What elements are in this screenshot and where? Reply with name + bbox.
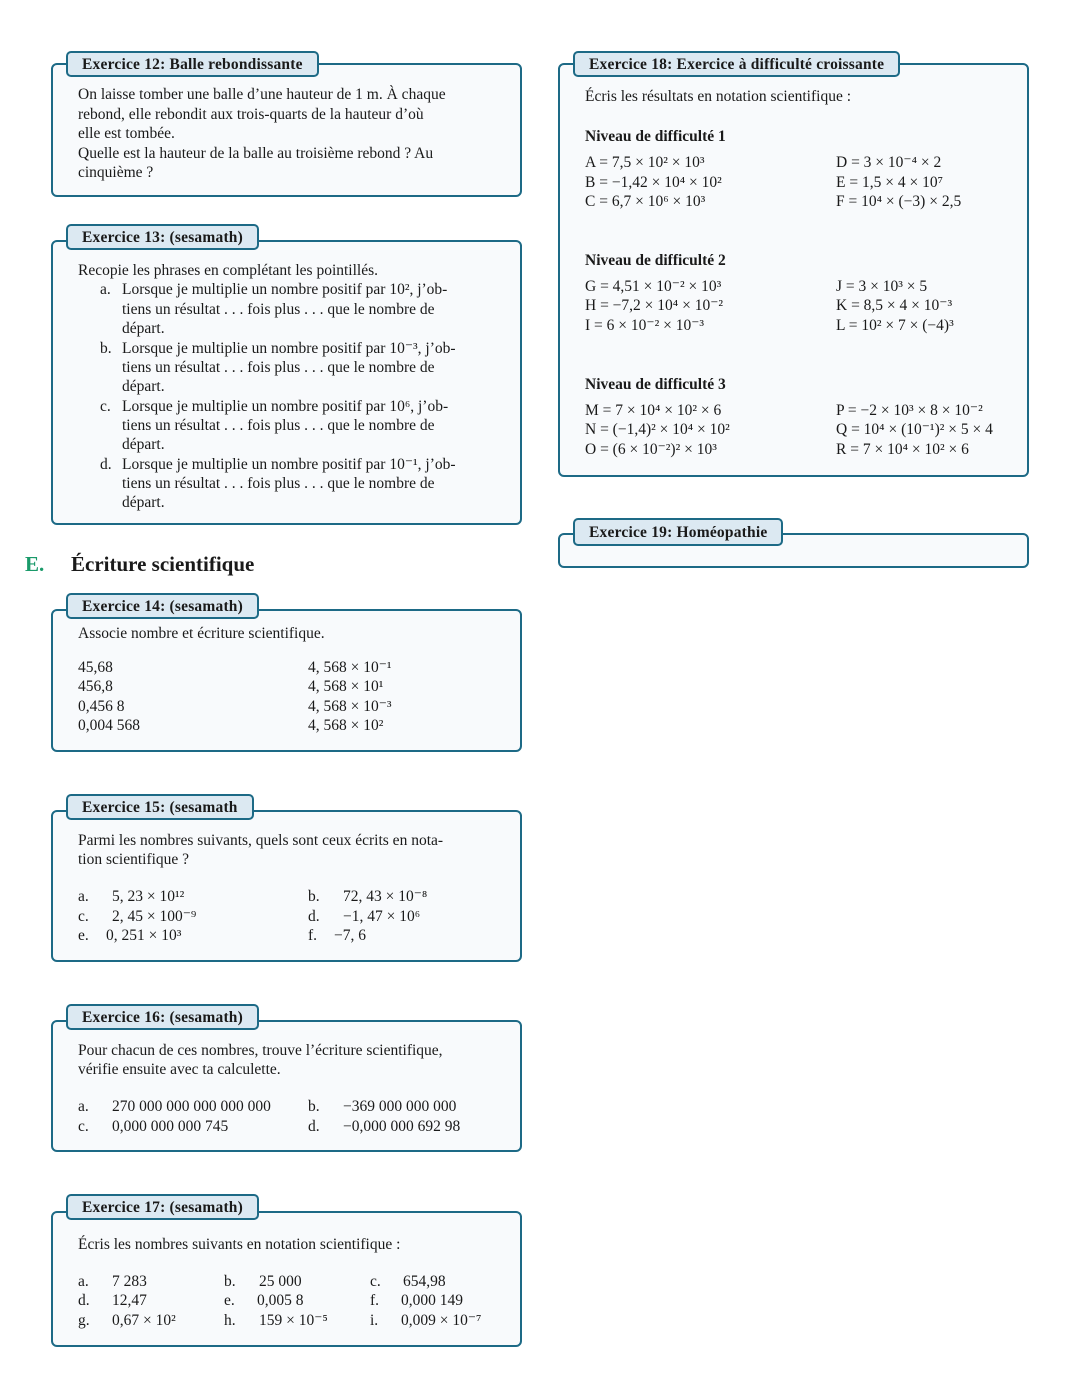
- item-value: 0,000 149: [401, 1292, 463, 1309]
- item-label: b.: [224, 1273, 236, 1290]
- item-label: e.: [78, 927, 89, 944]
- exercise-19-title: Exercice 19: Homéopathie: [573, 518, 783, 546]
- expression: Q = 10⁴ × (10⁻¹)² × 5 × 4: [836, 421, 993, 438]
- section-title: Écriture scientifique: [71, 552, 255, 576]
- item-line: tiens un résultat . . . fois plus . . . que le nombre de: [122, 417, 435, 434]
- ex13-intro: Recopie les phrases en complétant les pointillés.: [78, 262, 379, 279]
- item-label: i.: [370, 1312, 379, 1329]
- item-line: Lorsque je multiplie un nombre positif par 10⁶, j’ob-: [122, 398, 449, 415]
- exercise-12-title: Exercice 12: Balle rebondissante: [66, 51, 319, 77]
- item-label: h.: [224, 1312, 236, 1329]
- expression: F = 10⁴ × (−3) × 2,5: [836, 193, 962, 210]
- number: 0,456 8: [78, 698, 125, 715]
- exercise-14-title: Exercice 14: (sesamath): [66, 593, 259, 619]
- item-label: a.: [78, 1098, 89, 1115]
- item-value: 7 283: [112, 1273, 147, 1290]
- sci-notation: 4, 568 × 10⁻³: [308, 698, 392, 715]
- item-label: a.: [100, 281, 111, 298]
- item-label: d.: [78, 1292, 90, 1309]
- ex16-line: vérifie ensuite avec ta calculette.: [78, 1061, 281, 1078]
- level-title: Niveau de difficulté 2: [585, 252, 726, 269]
- item-line: tiens un résultat . . . fois plus . . . que le nombre de: [122, 475, 435, 492]
- item-value: 25 000: [259, 1273, 302, 1290]
- expression: J = 3 × 10³ × 5: [836, 278, 928, 295]
- expression: A = 7,5 × 10² × 10³: [585, 154, 705, 171]
- expression: C = 6,7 × 10⁶ × 10³: [585, 193, 706, 210]
- item-label: d.: [308, 1118, 320, 1135]
- item-value: −1, 47 × 10⁶: [343, 908, 421, 925]
- exercise-17-title: Exercice 17: (sesamath): [66, 1194, 259, 1220]
- expression: B = −1,42 × 10⁴ × 10²: [585, 174, 722, 191]
- item-label: c.: [370, 1273, 381, 1290]
- item-label: c.: [78, 908, 89, 925]
- item-label: a.: [78, 888, 89, 905]
- expression: M = 7 × 10⁴ × 10² × 6: [585, 402, 722, 419]
- ex15-line: tion scientifique ?: [78, 851, 190, 868]
- item-value: 0,009 × 10⁻⁷: [401, 1312, 482, 1329]
- ex12-line: Quelle est la hauteur de la balle au troisième rebond ? Au: [78, 145, 434, 162]
- item-value: 270 000 000 000 000 000: [112, 1098, 271, 1115]
- expression: E = 1,5 × 4 × 10⁷: [836, 174, 943, 191]
- item-label: a.: [78, 1273, 89, 1290]
- item-line: départ.: [122, 378, 165, 395]
- ex17-intro: Écris les nombres suivants en notation scientifique :: [78, 1236, 401, 1253]
- item-label: b.: [308, 888, 320, 905]
- expression: H = −7,2 × 10⁴ × 10⁻²: [585, 297, 724, 314]
- item-label: f.: [308, 927, 318, 944]
- section-letter: E.: [25, 552, 45, 576]
- item-value: 2, 45 × 100⁻⁹: [112, 908, 197, 925]
- expression: L = 10² × 7 × (−4)³: [836, 317, 954, 334]
- sci-notation: 4, 568 × 10²: [308, 717, 384, 734]
- item-value: 654,98: [403, 1273, 446, 1290]
- item-value: 0,000 000 000 745: [112, 1118, 229, 1135]
- expression: P = −2 × 10³ × 8 × 10⁻²: [836, 402, 983, 419]
- item-value: 0, 251 × 10³: [106, 927, 182, 944]
- exercise-13-box: [51, 240, 522, 525]
- ex12-line: rebond, elle rebondit aux trois-quarts de la hauteur d’où: [78, 106, 424, 123]
- number: 0,004 568: [78, 717, 140, 734]
- item-label: d.: [100, 456, 112, 473]
- item-label: c.: [100, 398, 111, 415]
- item-value: 72, 43 × 10⁻⁸: [343, 888, 428, 905]
- item-value: 5, 23 × 10¹²: [112, 888, 185, 905]
- item-line: tiens un résultat . . . fois plus . . . que le nombre de: [122, 359, 435, 376]
- item-line: départ.: [122, 320, 165, 337]
- item-label: b.: [100, 340, 112, 357]
- ex18-intro: Écris les résultats en notation scientifique :: [585, 88, 852, 105]
- item-label: g.: [78, 1312, 90, 1329]
- item-value: 0,67 × 10²: [112, 1312, 176, 1329]
- sci-notation: 4, 568 × 10¹: [308, 678, 384, 695]
- expression: R = 7 × 10⁴ × 10² × 6: [836, 441, 969, 458]
- exercise-14-box: [51, 609, 522, 752]
- item-label: d.: [308, 908, 320, 925]
- number: 456,8: [78, 678, 113, 695]
- item-label: c.: [78, 1118, 89, 1135]
- ex14-intro: Associe nombre et écriture scientifique.: [78, 625, 325, 642]
- exercise-18-box: [558, 63, 1029, 477]
- item-value: 12,47: [112, 1292, 147, 1309]
- sci-notation: 4, 568 × 10⁻¹: [308, 659, 392, 676]
- ex12-line: On laisse tomber une balle d’une hauteur de 1 m. À chaque: [78, 86, 446, 103]
- item-value: −7, 6: [334, 927, 366, 944]
- item-label: e.: [224, 1292, 235, 1309]
- expression: N = (−1,4)² × 10⁴ × 10²: [585, 421, 730, 438]
- number: 45,68: [78, 659, 113, 676]
- ex12-line: cinquième ?: [78, 164, 154, 181]
- item-value: 0,005 8: [257, 1292, 304, 1309]
- item-line: Lorsque je multiplie un nombre positif par 10², j’ob-: [122, 281, 448, 298]
- item-line: départ.: [122, 494, 165, 511]
- expression: G = 4,51 × 10⁻² × 10³: [585, 278, 722, 295]
- ex15-line: Parmi les nombres suivants, quels sont ceux écrits en nota-: [78, 832, 444, 849]
- expression: D = 3 × 10⁻⁴ × 2: [836, 154, 942, 171]
- item-label: b.: [308, 1098, 320, 1115]
- item-line: Lorsque je multiplie un nombre positif par 10⁻³, j’ob-: [122, 340, 456, 357]
- exercise-15-title: Exercice 15: (sesamath: [66, 794, 254, 820]
- exercise-17-box: [51, 1211, 522, 1347]
- ex16-line: Pour chacun de ces nombres, trouve l’écriture scientifique,: [78, 1042, 443, 1059]
- item-value: 159 × 10⁻⁵: [259, 1312, 328, 1329]
- expression: O = (6 × 10⁻²)² × 10³: [585, 441, 717, 458]
- item-line: Lorsque je multiplie un nombre positif par 10⁻¹, j’ob-: [122, 456, 456, 473]
- exercise-15-box: [51, 810, 522, 962]
- expression: K = 8,5 × 4 × 10⁻³: [836, 297, 953, 314]
- expression: I = 6 × 10⁻² × 10⁻³: [585, 317, 705, 334]
- exercise-16-box: [51, 1020, 522, 1152]
- exercise-12-box: [51, 63, 522, 197]
- exercise-16-title: Exercice 16: (sesamath): [66, 1004, 259, 1030]
- exercise-18-title: Exercice 18: Exercice à difficulté croissante: [573, 51, 900, 77]
- ex12-line: elle est tombée.: [78, 125, 175, 142]
- level-title: Niveau de difficulté 1: [585, 128, 726, 145]
- exercise-13-title: Exercice 13: (sesamath): [66, 224, 259, 250]
- item-label: f.: [370, 1292, 380, 1309]
- level-title: Niveau de difficulté 3: [585, 376, 726, 393]
- item-value: −369 000 000 000: [343, 1098, 457, 1115]
- item-line: départ.: [122, 436, 165, 453]
- item-line: tiens un résultat . . . fois plus . . . que le nombre de: [122, 301, 435, 318]
- item-value: −0,000 000 692 98: [343, 1118, 461, 1135]
